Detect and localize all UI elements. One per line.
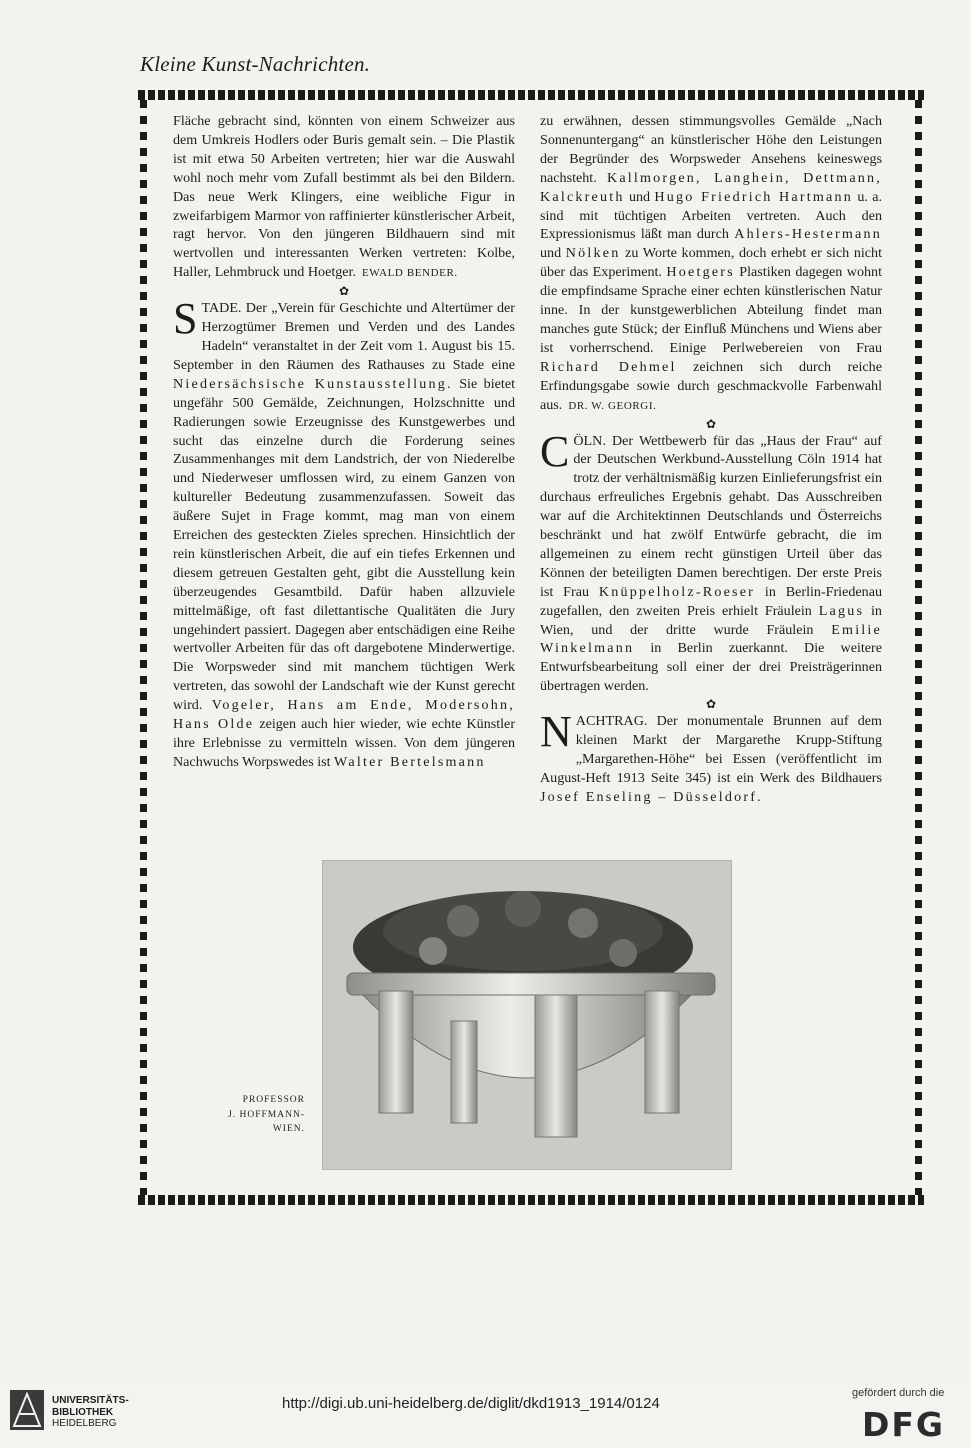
spaced-text: Josef Enseling – Düsseldorf. — [540, 788, 763, 805]
paragraph-text: zeigen auch hier wieder, wie echte Künstler ihre Erlebnisse zu vermitteln wissen. Von dem jüngeren Nachwuchs Worpswedes ist — [173, 716, 516, 770]
caption-line: J. HOFFMANN- — [228, 1109, 305, 1120]
library-line: UNIVERSITÄTS- — [52, 1395, 129, 1406]
paragraph-text: in Wien, und der dritte wurde Fräulein — [540, 602, 882, 638]
signature-georgi: DR. W. GEORGI. — [568, 399, 657, 412]
drop-cap: S — [173, 294, 198, 344]
section-ornament: ✿ — [705, 416, 717, 431]
paragraph-stade — [173, 294, 516, 772]
left-column — [173, 112, 515, 772]
border-top — [138, 90, 924, 100]
spaced-text: Hugo Friedrich Hartmann — [654, 188, 854, 205]
right-column — [540, 112, 882, 807]
library-line: HEIDELBERG — [52, 1418, 117, 1429]
spaced-text: Vogeler, Hans am Ende, Modersohn, Hans Olde — [173, 697, 515, 733]
spaced-text: Richard Dehmel — [540, 358, 677, 375]
paragraph-text: in Berlin-Friedenau zugefallen, den zweiten Preis erhielt Fräulein — [540, 583, 882, 619]
paragraph-text: ÖLN. Der Wettbewerb für das „Haus der Frau“ auf der Deutschen Werkbund-Ausstellung Cöln 1914 hat trotz der verhältnismäßig kurzen Einlieferungsfrist ein durchaus erfreuliches Ergebnis gehabt. Das Ausschreiben war auf die Architektinnen Deutschlands und Österreichs beschränkt und hat zwölf Entwürfe gebracht, die im allgemeinen zu einem recht günstigen Urteil über das Können der beteiligten Damen berechtigen. Der erste Preis ist Frau — [540, 432, 882, 600]
bowl-illustration — [323, 861, 731, 1169]
paragraph-coeln — [540, 426, 882, 697]
paragraph-text: in Berlin zuerkannt. Die weitere Entwurfsbearbeitung soll einer der drei Preisträgerinnen übertragen werden. — [540, 640, 882, 695]
spaced-text: Hoetgers — [666, 264, 735, 281]
library-line: BIBLIOTHEK — [52, 1406, 114, 1418]
bowl-photograph — [322, 860, 732, 1170]
library-name — [52, 1395, 129, 1430]
dfg-logo: DFG — [862, 1405, 946, 1444]
running-head: Kleine Kunst-Nachrichten. — [140, 52, 371, 76]
section-ornament: ✿ — [705, 697, 717, 712]
caption-line: WIEN. — [272, 1124, 305, 1134]
paragraph-text: u. a. sind mit tüchtigen Arbeiten vertreten. Auch den Expressionismus läßt man durch — [540, 188, 883, 243]
paragraph-text: zu Worte kommen, doch erhebt er sich nicht über das Experiment. — [540, 245, 882, 281]
funding-note: gefördert durch die — [852, 1387, 945, 1399]
paragraph-text: ACHTRAG. Der monumentale Brunnen auf dem kleinen Markt der Margarethe Krupp-Stiftung „Margarethen-Höhe“ bei Essen (veröffentlicht im August-Heft 1913 Seite 345) ist ein Werk des Bildhauers — [540, 713, 882, 786]
paragraph-text: zu erwähnen, dessen stimmungsvolles Gemälde „Nach Sonnenuntergang“ an künstlerischer Höhe den Leistungen der Begründer des Worpsweder Ansehens keineswegs nachsteht. — [540, 113, 882, 186]
paragraph-text: TADE. Der „Verein für Geschichte und Altertümer der Herzogtümer Bremen und Verden und des Landes Hadeln“ veranstaltet in der Zeit vom 1. August bis 15. September in den Räumen des Rathauses zu Stade eine — [173, 300, 515, 373]
spaced-text: Nölken — [565, 245, 621, 262]
spaced-text: Kallmorgen, Langhein, Dettmann, Kalckreuth — [540, 169, 882, 205]
paragraph-nachtrag — [540, 707, 882, 807]
paragraph-left-1 — [173, 112, 515, 283]
paragraph-right-1 — [540, 112, 882, 416]
figure-caption — [215, 1093, 305, 1137]
spaced-text: Knüppelholz-Roeser — [598, 583, 756, 600]
caption-line: PROFESSOR — [242, 1095, 305, 1105]
signature-bender: EWALD BENDER. — [361, 267, 458, 280]
paragraph-text: Plastiken dagegen wohnt die empfindsame Sprache einer echten künstlerischen Natur inne. In der kunstgewerblichen Abteilung findet man manches gute Stück; der Einfluß Münchens und Wiens aber ist vorherrschend. Einige Perlwebereien von Frau — [540, 264, 882, 356]
drop-cap: C — [540, 426, 570, 476]
border-left — [140, 100, 147, 1195]
border-right — [915, 100, 922, 1195]
section-ornament: ✿ — [338, 284, 350, 299]
paragraph-text: Sie bietet ungefähr 500 Gemälde, Zeichnungen, Holzschnitte und Radierungen sowie Erzeugnisse des Kunstgewerbes und sucht das einzelne durch die Forderung seines Zusammenhanges mit dem Landstrich, der von Niederelbe und Niederweser umflossen wird, zu einem Ganzen von kultureller Bedeutung zusammenzufassen. Soweit das äußere Sujet in Frage kommt, mag man von einem Erreichen des gesteckten Zieles sprechen. Hinsichtlich der rein künstlerischen Arbeit, die auf ein tiefes Erkennen und diesem getreuen Gestalten geht, gibt die Ausstellung kein überzeugendes Gesamtbild. Dafür haben allzuviele mittelmäßige, oft fast dilettantische Qualitäten die Jury ungehindert passiert. Dagegen aber entschädigen eine Reihe wertvoller Arbeiten für das oft dargebotene Minderwertige. Die Worpsweder sind mit manchem tüchtigen Werk vertreten, das sowohl der Landschaft wie der Kunst gerecht wird. — [173, 375, 515, 714]
spaced-text: Niedersächsische Kunstausstellung. — [173, 375, 453, 392]
spaced-text: Emilie Winkelmann — [540, 621, 882, 657]
spaced-text: Lagus — [818, 602, 865, 619]
paragraph-text: und — [540, 245, 566, 262]
spaced-text: Walter Bertelsmann — [334, 753, 486, 770]
drop-cap: N — [540, 707, 572, 757]
paragraph-text: Fläche gebracht sind, könnten von einem Schweizer aus dem Umkreis Hodlers oder Buris gemalt sein. – Die Plastik ist mit etwa 50 Arbeiten vertreten; hier war die Auswahl wohl noch mehr vom Zufall bestimmt als bei den Bildern. Das neue Werk Klingers, eine weibliche Figur in zweifarbigem Marmor von raffinierter künstlerischer Arbeit, ragt hervor. Von den jüngeren Bildhauern sind mit wertvollen und interessanten Werken vertreten: Kolbe, Haller, Lehmbruck und Hoetger. — [173, 113, 515, 281]
paragraph-text: zeichnen sich durch reiche Erfindungsgabe sowie durch geschmackvolle Farbenwahl aus. — [540, 358, 882, 413]
border-bottom — [138, 1195, 924, 1205]
paragraph-text: und — [624, 188, 655, 205]
spaced-text: Ahlers-Hestermann — [734, 226, 882, 243]
document-url-link[interactable]: http://digi.ub.uni-heidelberg.de/diglit/dkd1913_1914/0124 — [282, 1395, 660, 1412]
footer-bar — [0, 1380, 971, 1448]
university-seal-icon — [10, 1390, 44, 1430]
